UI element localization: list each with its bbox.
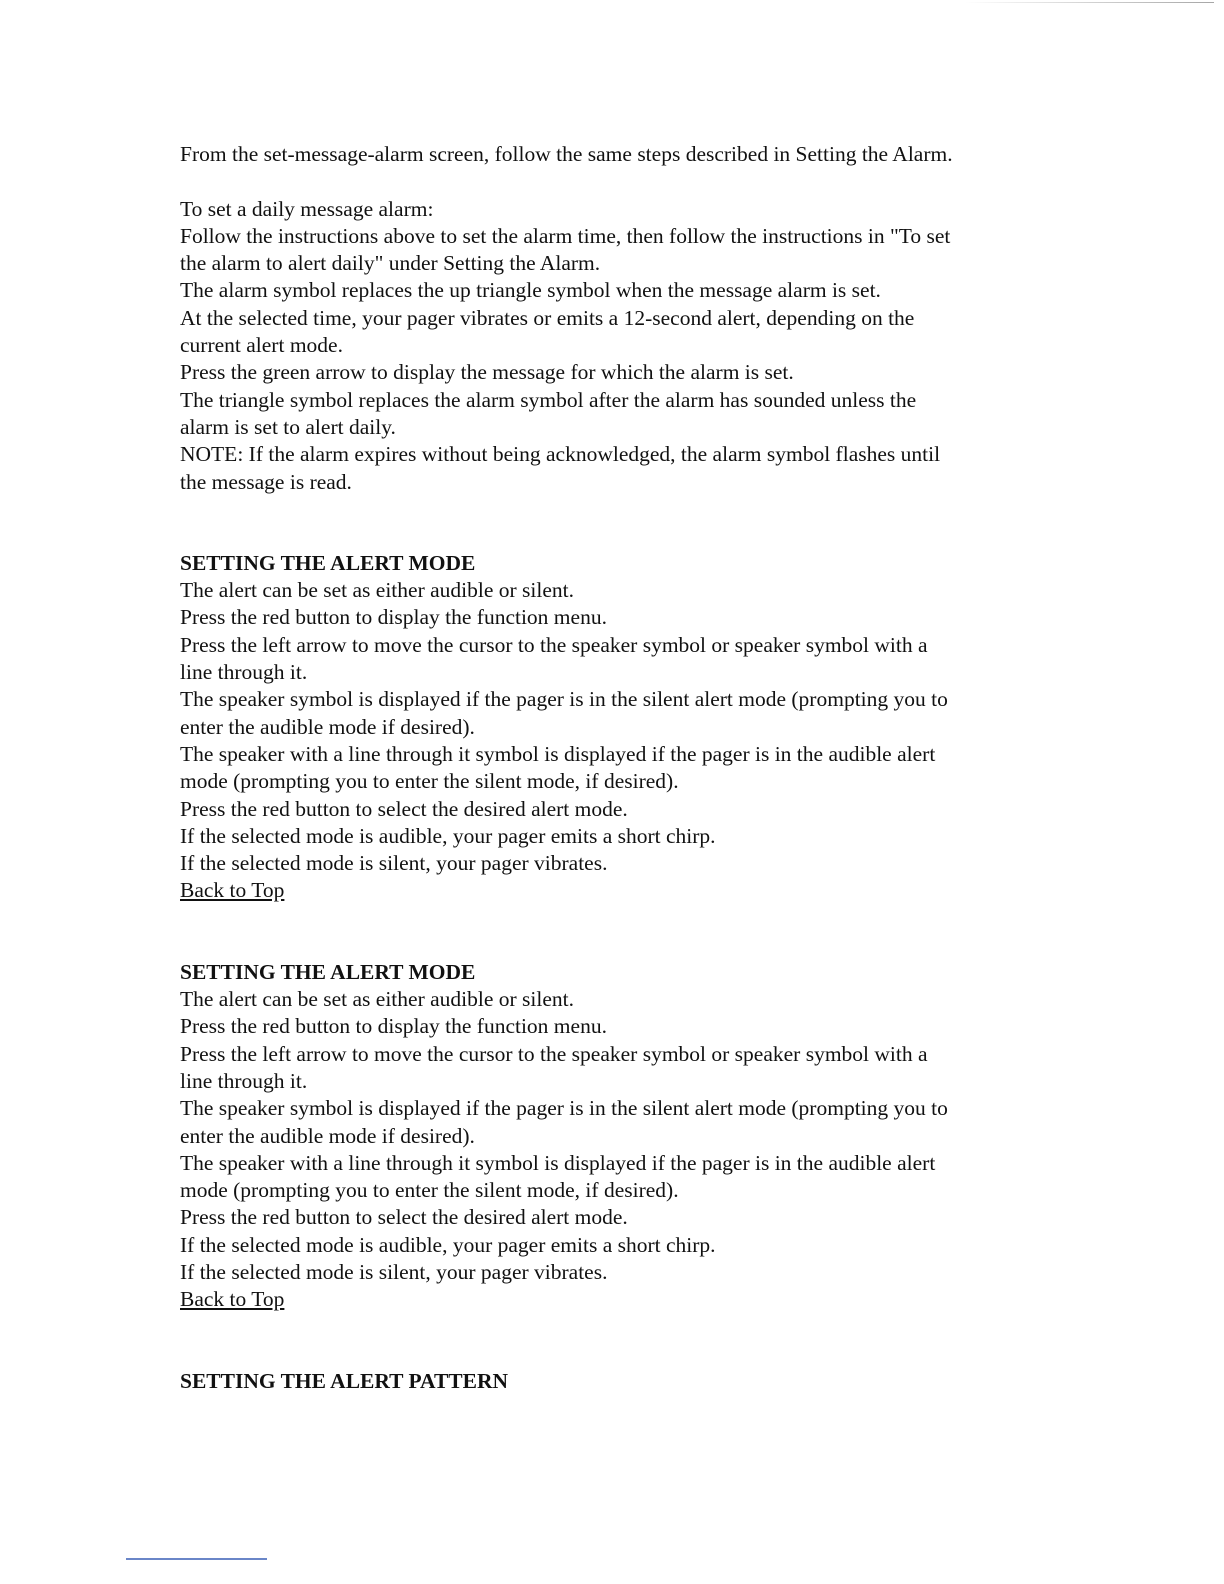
text-line: If the selected mode is silent, your pager vibrates. <box>180 1259 608 1284</box>
text-line: Press the red button to select the desired alert mode. <box>180 796 628 821</box>
text-line: The speaker symbol is displayed if the pager is in the silent alert mode (prompting you to <box>180 687 948 712</box>
daily-alarm-title: To set a daily message alarm: <box>180 196 434 221</box>
text-line: enter the audible mode if desired). <box>180 1123 475 1148</box>
spacer <box>180 168 1050 195</box>
text-line: the alarm to alert daily" under Setting the Alarm. <box>180 251 601 276</box>
note-line: NOTE: If the alarm expires without being acknowledged, the alarm symbol flashes until <box>180 442 941 467</box>
text-line: line through it. <box>180 660 308 685</box>
document-page <box>180 141 1050 1395</box>
text-line: Press the red button to display the function menu. <box>180 605 607 630</box>
spacer <box>180 538 1050 550</box>
text-line: Follow the instructions above to set the alarm time, then follow the instructions in "To set <box>180 223 951 248</box>
section-alert-mode-2 <box>180 959 1050 1314</box>
note-line: the message is read. <box>180 469 352 494</box>
scan-edge-line <box>964 2 1214 3</box>
text-line: The triangle symbol replaces the alarm symbol after the alarm has sounded unless the <box>180 387 917 412</box>
text-line: enter the audible mode if desired). <box>180 714 475 739</box>
text-line: If the selected mode is silent, your pager vibrates. <box>180 851 608 876</box>
footnote-rule <box>126 1558 267 1560</box>
section-heading: SETTING THE ALERT MODE <box>180 959 476 984</box>
text-line: If the selected mode is audible, your pager emits a short chirp. <box>180 1232 716 1257</box>
text-line: If the selected mode is audible, your pager emits a short chirp. <box>180 823 716 848</box>
text-line: The alert can be set as either audible or silent. <box>180 578 575 603</box>
text-line: alarm is set to alert daily. <box>180 414 396 439</box>
text-line: The speaker with a line through it symbol is displayed if the pager is in the audible alert <box>180 741 936 766</box>
text-line: Press the red button to display the function menu. <box>180 1014 607 1039</box>
spacer <box>180 905 1050 947</box>
back-to-top-link[interactable]: Back to Top <box>180 1287 285 1312</box>
spacer <box>180 1356 1050 1368</box>
spacer <box>180 947 1050 959</box>
spacer <box>180 1314 1050 1356</box>
text-line: mode (prompting you to enter the silent mode, if desired). <box>180 1178 679 1203</box>
text-line: The speaker with a line through it symbol is displayed if the pager is in the audible alert <box>180 1150 936 1175</box>
text-line: current alert mode. <box>180 333 343 358</box>
section-alert-pattern <box>180 1368 1050 1395</box>
section-heading: SETTING THE ALERT MODE <box>180 550 476 575</box>
text-line: line through it. <box>180 1068 308 1093</box>
spacer <box>180 496 1050 538</box>
section-alert-mode-1 <box>180 550 1050 905</box>
text-line: Press the left arrow to move the cursor to the speaker symbol or speaker symbol with a <box>180 632 928 657</box>
text-line: Press the red button to select the desired alert mode. <box>180 1205 628 1230</box>
back-to-top-link[interactable]: Back to Top <box>180 878 285 903</box>
intro-paragraph: From the set-message-alarm screen, follow the same steps described in Setting the Alarm. <box>180 142 953 166</box>
text-line: The alarm symbol replaces the up triangle symbol when the message alarm is set. <box>180 278 881 303</box>
text-line: The alert can be set as either audible or silent. <box>180 987 575 1012</box>
section-heading: SETTING THE ALERT PATTERN <box>180 1368 509 1393</box>
text-line: The speaker symbol is displayed if the pager is in the silent alert mode (prompting you to <box>180 1096 948 1121</box>
text-line: Press the left arrow to move the cursor to the speaker symbol or speaker symbol with a <box>180 1041 928 1066</box>
text-line: Press the green arrow to display the message for which the alarm is set. <box>180 360 794 385</box>
text-line: At the selected time, your pager vibrates or emits a 12-second alert, depending on the <box>180 305 915 330</box>
text-line: mode (prompting you to enter the silent mode, if desired). <box>180 769 679 794</box>
daily-alarm-block <box>180 196 1050 496</box>
